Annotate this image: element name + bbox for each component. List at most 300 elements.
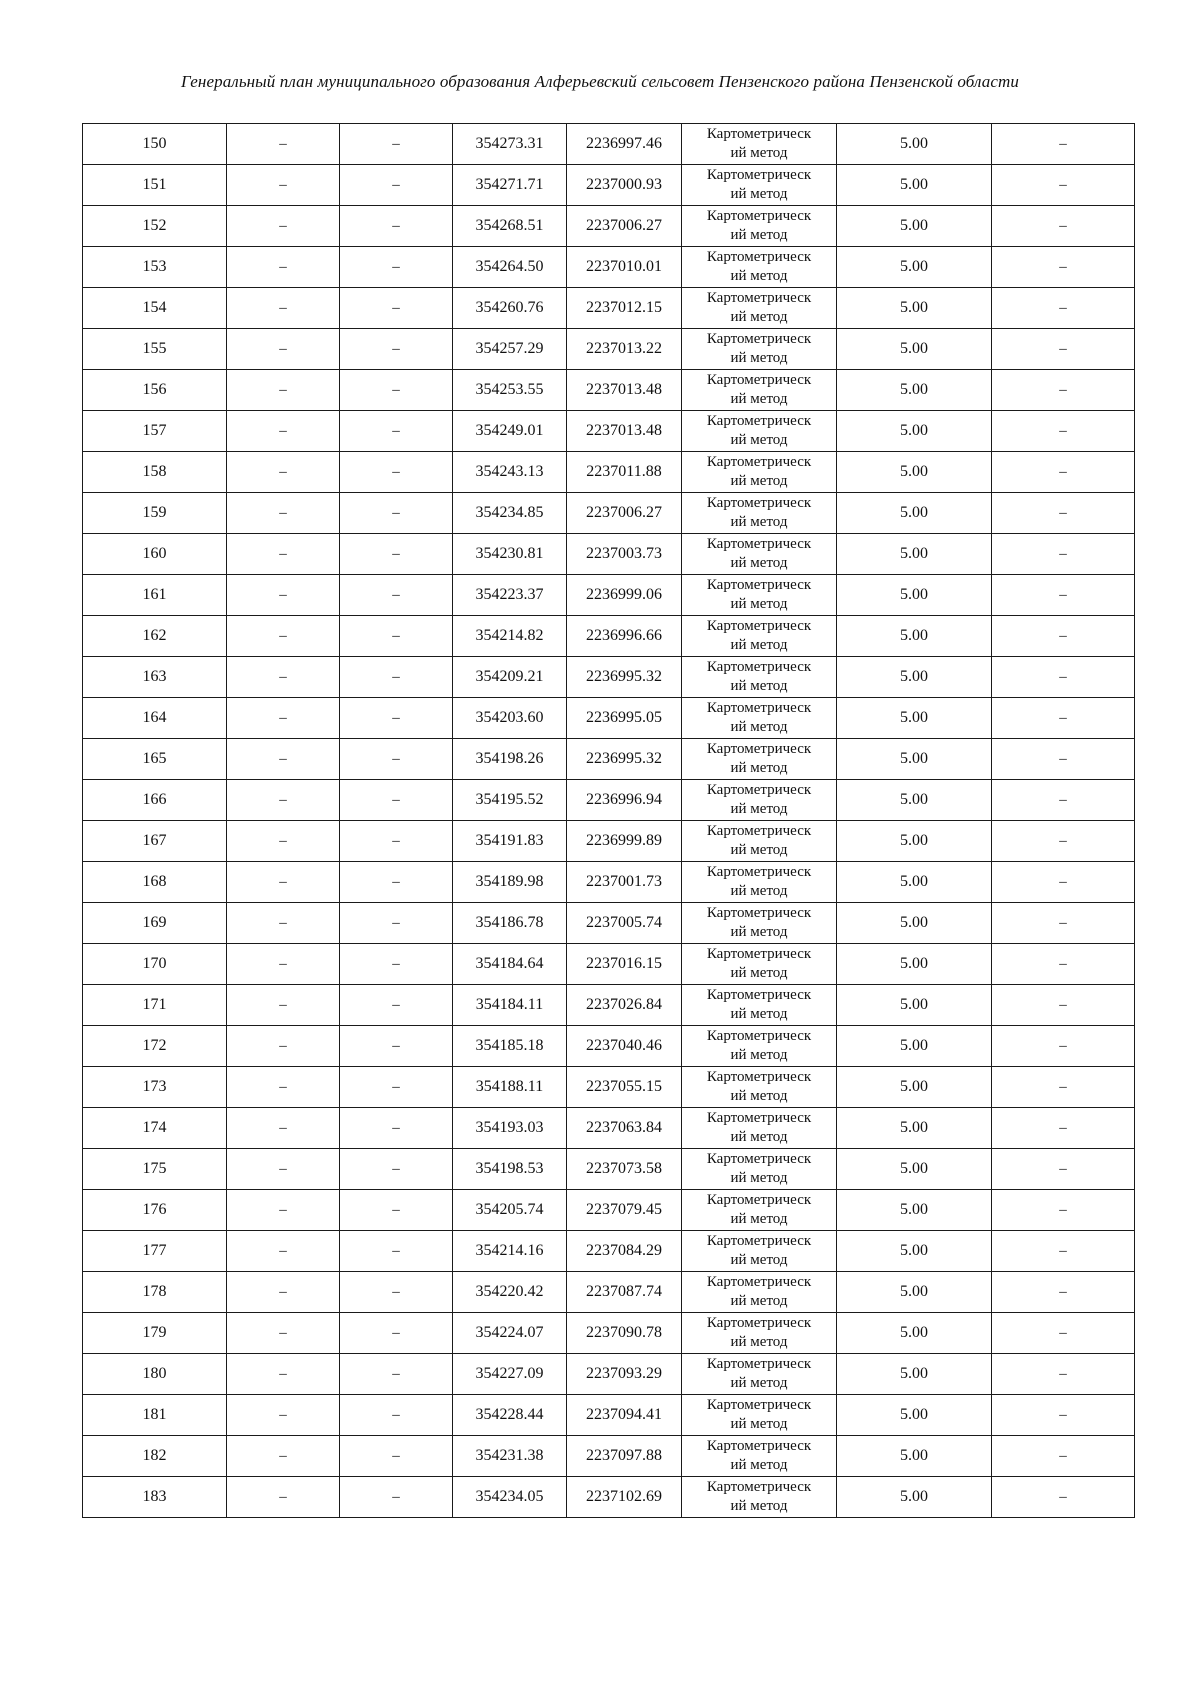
- dash-cell: –: [992, 534, 1135, 575]
- table-row: [83, 370, 1135, 411]
- x-coordinate-cell: 354230.81: [453, 534, 567, 575]
- x-coordinate-cell: 354214.16: [453, 1231, 567, 1272]
- dash-cell: –: [992, 370, 1135, 411]
- dash-cell: –: [227, 862, 340, 903]
- dash-cell: –: [227, 1190, 340, 1231]
- dash-cell: –: [340, 1436, 453, 1477]
- dash-cell: –: [992, 288, 1135, 329]
- point-number-cell: 151: [83, 165, 227, 206]
- accuracy-cell: 5.00: [837, 206, 992, 247]
- x-coordinate-cell: 354184.64: [453, 944, 567, 985]
- dash-cell: –: [340, 247, 453, 288]
- accuracy-cell: 5.00: [837, 493, 992, 534]
- table-row: [83, 944, 1135, 985]
- method-cell: Картометрическ ий метод: [682, 862, 837, 903]
- accuracy-cell: 5.00: [837, 1149, 992, 1190]
- point-number-cell: 156: [83, 370, 227, 411]
- point-number-cell: 162: [83, 616, 227, 657]
- method-cell: Картометрическ ий метод: [682, 1272, 837, 1313]
- x-coordinate-cell: 354271.71: [453, 165, 567, 206]
- dash-cell: –: [227, 411, 340, 452]
- method-cell: Картометрическ ий метод: [682, 1026, 837, 1067]
- x-coordinate-cell: 354260.76: [453, 288, 567, 329]
- dash-cell: –: [227, 1026, 340, 1067]
- method-cell: Картометрическ ий метод: [682, 288, 837, 329]
- y-coordinate-cell: 2237040.46: [567, 1026, 682, 1067]
- dash-cell: –: [227, 1067, 340, 1108]
- table-row: [83, 1190, 1135, 1231]
- x-coordinate-cell: 354234.05: [453, 1477, 567, 1518]
- table-row: [83, 452, 1135, 493]
- dash-cell: –: [992, 862, 1135, 903]
- dash-cell: –: [340, 657, 453, 698]
- x-coordinate-cell: 354224.07: [453, 1313, 567, 1354]
- dash-cell: –: [992, 985, 1135, 1026]
- dash-cell: –: [992, 1313, 1135, 1354]
- accuracy-cell: 5.00: [837, 1436, 992, 1477]
- dash-cell: –: [227, 165, 340, 206]
- y-coordinate-cell: 2237102.69: [567, 1477, 682, 1518]
- dash-cell: –: [340, 944, 453, 985]
- method-cell: Картометрическ ий метод: [682, 944, 837, 985]
- dash-cell: –: [227, 1149, 340, 1190]
- point-number-cell: 181: [83, 1395, 227, 1436]
- accuracy-cell: 5.00: [837, 739, 992, 780]
- dash-cell: –: [340, 1313, 453, 1354]
- y-coordinate-cell: 2237026.84: [567, 985, 682, 1026]
- table-row: [83, 1313, 1135, 1354]
- dash-cell: –: [992, 1026, 1135, 1067]
- table-row: [83, 1395, 1135, 1436]
- dash-cell: –: [340, 903, 453, 944]
- accuracy-cell: 5.00: [837, 821, 992, 862]
- method-cell: Картометрическ ий метод: [682, 657, 837, 698]
- dash-cell: –: [340, 821, 453, 862]
- method-cell: Картометрическ ий метод: [682, 1067, 837, 1108]
- x-coordinate-cell: 354184.11: [453, 985, 567, 1026]
- y-coordinate-cell: 2237011.88: [567, 452, 682, 493]
- accuracy-cell: 5.00: [837, 1313, 992, 1354]
- method-cell: Картометрическ ий метод: [682, 493, 837, 534]
- table-row: [83, 1477, 1135, 1518]
- point-number-cell: 158: [83, 452, 227, 493]
- y-coordinate-cell: 2237055.15: [567, 1067, 682, 1108]
- method-cell: Картометрическ ий метод: [682, 739, 837, 780]
- accuracy-cell: 5.00: [837, 329, 992, 370]
- dash-cell: –: [340, 1354, 453, 1395]
- y-coordinate-cell: 2237063.84: [567, 1108, 682, 1149]
- x-coordinate-cell: 354253.55: [453, 370, 567, 411]
- dash-cell: –: [227, 124, 340, 165]
- accuracy-cell: 5.00: [837, 124, 992, 165]
- table-row: [83, 862, 1135, 903]
- dash-cell: –: [992, 657, 1135, 698]
- x-coordinate-cell: 354257.29: [453, 329, 567, 370]
- accuracy-cell: 5.00: [837, 1477, 992, 1518]
- dash-cell: –: [340, 862, 453, 903]
- accuracy-cell: 5.00: [837, 903, 992, 944]
- method-cell: Картометрическ ий метод: [682, 780, 837, 821]
- dash-cell: –: [992, 1067, 1135, 1108]
- point-number-cell: 153: [83, 247, 227, 288]
- table-row: [83, 288, 1135, 329]
- accuracy-cell: 5.00: [837, 411, 992, 452]
- dash-cell: –: [992, 124, 1135, 165]
- dash-cell: –: [227, 616, 340, 657]
- method-cell: Картометрическ ий метод: [682, 165, 837, 206]
- accuracy-cell: 5.00: [837, 985, 992, 1026]
- dash-cell: –: [992, 206, 1135, 247]
- page-header: Генеральный план муниципального образования Алферьевский сельсовет Пензенского района Пензенской области: [181, 72, 1019, 91]
- point-number-cell: 179: [83, 1313, 227, 1354]
- dash-cell: –: [340, 1477, 453, 1518]
- table-row: [83, 780, 1135, 821]
- point-number-cell: 161: [83, 575, 227, 616]
- y-coordinate-cell: 2237094.41: [567, 1395, 682, 1436]
- dash-cell: –: [227, 1354, 340, 1395]
- dash-cell: –: [340, 698, 453, 739]
- dash-cell: –: [992, 329, 1135, 370]
- accuracy-cell: 5.00: [837, 370, 992, 411]
- accuracy-cell: 5.00: [837, 1231, 992, 1272]
- accuracy-cell: 5.00: [837, 698, 992, 739]
- dash-cell: –: [227, 329, 340, 370]
- y-coordinate-cell: 2236999.06: [567, 575, 682, 616]
- table-row: [83, 1231, 1135, 1272]
- y-coordinate-cell: 2237003.73: [567, 534, 682, 575]
- dash-cell: –: [340, 165, 453, 206]
- dash-cell: –: [340, 124, 453, 165]
- method-cell: Картометрическ ий метод: [682, 903, 837, 944]
- point-number-cell: 164: [83, 698, 227, 739]
- x-coordinate-cell: 354227.09: [453, 1354, 567, 1395]
- dash-cell: –: [340, 534, 453, 575]
- table-row: [83, 903, 1135, 944]
- x-coordinate-cell: 354198.53: [453, 1149, 567, 1190]
- dash-cell: –: [992, 411, 1135, 452]
- accuracy-cell: 5.00: [837, 1272, 992, 1313]
- table-row: [83, 1149, 1135, 1190]
- table-row: [83, 1108, 1135, 1149]
- x-coordinate-cell: 354186.78: [453, 903, 567, 944]
- point-number-cell: 174: [83, 1108, 227, 1149]
- point-number-cell: 176: [83, 1190, 227, 1231]
- point-number-cell: 177: [83, 1231, 227, 1272]
- dash-cell: –: [227, 1313, 340, 1354]
- point-number-cell: 182: [83, 1436, 227, 1477]
- point-number-cell: 157: [83, 411, 227, 452]
- dash-cell: –: [992, 165, 1135, 206]
- x-coordinate-cell: 354231.38: [453, 1436, 567, 1477]
- accuracy-cell: 5.00: [837, 862, 992, 903]
- dash-cell: –: [992, 1149, 1135, 1190]
- point-number-cell: 173: [83, 1067, 227, 1108]
- dash-cell: –: [340, 411, 453, 452]
- y-coordinate-cell: 2237013.48: [567, 411, 682, 452]
- accuracy-cell: 5.00: [837, 657, 992, 698]
- method-cell: Картометрическ ий метод: [682, 534, 837, 575]
- dash-cell: –: [992, 1231, 1135, 1272]
- method-cell: Картометрическ ий метод: [682, 985, 837, 1026]
- y-coordinate-cell: 2237084.29: [567, 1231, 682, 1272]
- y-coordinate-cell: 2237006.27: [567, 206, 682, 247]
- accuracy-cell: 5.00: [837, 944, 992, 985]
- dash-cell: –: [340, 206, 453, 247]
- method-cell: Картометрическ ий метод: [682, 206, 837, 247]
- dash-cell: –: [340, 1231, 453, 1272]
- table-row: [83, 698, 1135, 739]
- point-number-cell: 171: [83, 985, 227, 1026]
- method-cell: Картометрическ ий метод: [682, 1477, 837, 1518]
- dash-cell: –: [227, 985, 340, 1026]
- table-row: [83, 821, 1135, 862]
- y-coordinate-cell: 2237005.74: [567, 903, 682, 944]
- method-cell: Картометрическ ий метод: [682, 1231, 837, 1272]
- x-coordinate-cell: 354189.98: [453, 862, 567, 903]
- table-row: [83, 1272, 1135, 1313]
- accuracy-cell: 5.00: [837, 247, 992, 288]
- dash-cell: –: [992, 698, 1135, 739]
- dash-cell: –: [340, 780, 453, 821]
- table-row: [83, 657, 1135, 698]
- dash-cell: –: [992, 739, 1135, 780]
- accuracy-cell: 5.00: [837, 534, 992, 575]
- dash-cell: –: [227, 739, 340, 780]
- dash-cell: –: [340, 1026, 453, 1067]
- dash-cell: –: [227, 780, 340, 821]
- table-row: [83, 534, 1135, 575]
- x-coordinate-cell: 354223.37: [453, 575, 567, 616]
- point-number-cell: 169: [83, 903, 227, 944]
- dash-cell: –: [340, 1272, 453, 1313]
- table-row: [83, 616, 1135, 657]
- point-number-cell: 166: [83, 780, 227, 821]
- point-number-cell: 163: [83, 657, 227, 698]
- method-cell: Картометрическ ий метод: [682, 1149, 837, 1190]
- y-coordinate-cell: 2236996.94: [567, 780, 682, 821]
- dash-cell: –: [992, 1190, 1135, 1231]
- dash-cell: –: [227, 1436, 340, 1477]
- y-coordinate-cell: 2237010.01: [567, 247, 682, 288]
- y-coordinate-cell: 2236995.32: [567, 657, 682, 698]
- dash-cell: –: [992, 821, 1135, 862]
- accuracy-cell: 5.00: [837, 1395, 992, 1436]
- dash-cell: –: [227, 944, 340, 985]
- dash-cell: –: [340, 1108, 453, 1149]
- dash-cell: –: [992, 452, 1135, 493]
- table-row: [83, 1354, 1135, 1395]
- table-row: [83, 493, 1135, 534]
- x-coordinate-cell: 354214.82: [453, 616, 567, 657]
- accuracy-cell: 5.00: [837, 780, 992, 821]
- table-row: [83, 411, 1135, 452]
- dash-cell: –: [227, 1272, 340, 1313]
- x-coordinate-cell: 354188.11: [453, 1067, 567, 1108]
- table-row: [83, 1026, 1135, 1067]
- x-coordinate-cell: 354273.31: [453, 124, 567, 165]
- dash-cell: –: [227, 821, 340, 862]
- x-coordinate-cell: 354268.51: [453, 206, 567, 247]
- dash-cell: –: [340, 452, 453, 493]
- table-row: [83, 124, 1135, 165]
- dash-cell: –: [227, 370, 340, 411]
- dash-cell: –: [992, 493, 1135, 534]
- dash-cell: –: [227, 1477, 340, 1518]
- x-coordinate-cell: 354228.44: [453, 1395, 567, 1436]
- method-cell: Картометрическ ий метод: [682, 247, 837, 288]
- y-coordinate-cell: 2237097.88: [567, 1436, 682, 1477]
- x-coordinate-cell: 354249.01: [453, 411, 567, 452]
- dash-cell: –: [227, 247, 340, 288]
- dash-cell: –: [340, 739, 453, 780]
- dash-cell: –: [992, 944, 1135, 985]
- dash-cell: –: [227, 1231, 340, 1272]
- dash-cell: –: [340, 1149, 453, 1190]
- dash-cell: –: [992, 1108, 1135, 1149]
- y-coordinate-cell: 2237016.15: [567, 944, 682, 985]
- y-coordinate-cell: 2237090.78: [567, 1313, 682, 1354]
- table-row: [83, 575, 1135, 616]
- method-cell: Картометрическ ий метод: [682, 411, 837, 452]
- dash-cell: –: [227, 575, 340, 616]
- table-row: [83, 985, 1135, 1026]
- y-coordinate-cell: 2237093.29: [567, 1354, 682, 1395]
- dash-cell: –: [992, 247, 1135, 288]
- dash-cell: –: [992, 1395, 1135, 1436]
- point-number-cell: 159: [83, 493, 227, 534]
- y-coordinate-cell: 2237013.22: [567, 329, 682, 370]
- accuracy-cell: 5.00: [837, 288, 992, 329]
- table-body: [83, 124, 1135, 1518]
- x-coordinate-cell: 354243.13: [453, 452, 567, 493]
- y-coordinate-cell: 2236997.46: [567, 124, 682, 165]
- y-coordinate-cell: 2237012.15: [567, 288, 682, 329]
- accuracy-cell: 5.00: [837, 1026, 992, 1067]
- y-coordinate-cell: 2237013.48: [567, 370, 682, 411]
- point-number-cell: 175: [83, 1149, 227, 1190]
- dash-cell: –: [992, 1272, 1135, 1313]
- accuracy-cell: 5.00: [837, 1354, 992, 1395]
- table-row: [83, 329, 1135, 370]
- x-coordinate-cell: 354185.18: [453, 1026, 567, 1067]
- y-coordinate-cell: 2237087.74: [567, 1272, 682, 1313]
- point-number-cell: 150: [83, 124, 227, 165]
- y-coordinate-cell: 2237073.58: [567, 1149, 682, 1190]
- method-cell: Картометрическ ий метод: [682, 1190, 837, 1231]
- method-cell: Картометрическ ий метод: [682, 1108, 837, 1149]
- dash-cell: –: [340, 1395, 453, 1436]
- x-coordinate-cell: 354234.85: [453, 493, 567, 534]
- y-coordinate-cell: 2236996.66: [567, 616, 682, 657]
- point-number-cell: 170: [83, 944, 227, 985]
- dash-cell: –: [340, 575, 453, 616]
- x-coordinate-cell: 354220.42: [453, 1272, 567, 1313]
- y-coordinate-cell: 2236999.89: [567, 821, 682, 862]
- method-cell: Картометрическ ий метод: [682, 370, 837, 411]
- point-number-cell: 183: [83, 1477, 227, 1518]
- method-cell: Картометрическ ий метод: [682, 1436, 837, 1477]
- dash-cell: –: [227, 1395, 340, 1436]
- y-coordinate-cell: 2236995.32: [567, 739, 682, 780]
- dash-cell: –: [340, 329, 453, 370]
- dash-cell: –: [227, 1108, 340, 1149]
- method-cell: Картометрическ ий метод: [682, 575, 837, 616]
- accuracy-cell: 5.00: [837, 616, 992, 657]
- dash-cell: –: [227, 206, 340, 247]
- dash-cell: –: [992, 575, 1135, 616]
- coordinates-table: [82, 123, 1135, 1518]
- x-coordinate-cell: 354264.50: [453, 247, 567, 288]
- point-number-cell: 165: [83, 739, 227, 780]
- dash-cell: –: [227, 452, 340, 493]
- y-coordinate-cell: 2237006.27: [567, 493, 682, 534]
- dash-cell: –: [227, 698, 340, 739]
- point-number-cell: 167: [83, 821, 227, 862]
- point-number-cell: 178: [83, 1272, 227, 1313]
- dash-cell: –: [340, 493, 453, 534]
- dash-cell: –: [227, 903, 340, 944]
- table-row: [83, 247, 1135, 288]
- x-coordinate-cell: 354198.26: [453, 739, 567, 780]
- dash-cell: –: [227, 288, 340, 329]
- table-row: [83, 739, 1135, 780]
- dash-cell: –: [227, 534, 340, 575]
- dash-cell: –: [340, 288, 453, 329]
- dash-cell: –: [340, 1190, 453, 1231]
- dash-cell: –: [340, 370, 453, 411]
- method-cell: Картометрическ ий метод: [682, 329, 837, 370]
- y-coordinate-cell: 2237000.93: [567, 165, 682, 206]
- point-number-cell: 155: [83, 329, 227, 370]
- method-cell: Картометрическ ий метод: [682, 698, 837, 739]
- dash-cell: –: [992, 1436, 1135, 1477]
- method-cell: Картометрическ ий метод: [682, 1313, 837, 1354]
- x-coordinate-cell: 354193.03: [453, 1108, 567, 1149]
- point-number-cell: 152: [83, 206, 227, 247]
- point-number-cell: 180: [83, 1354, 227, 1395]
- method-cell: Картометрическ ий метод: [682, 452, 837, 493]
- dash-cell: –: [227, 657, 340, 698]
- accuracy-cell: 5.00: [837, 1190, 992, 1231]
- dash-cell: –: [992, 1477, 1135, 1518]
- method-cell: Картометрическ ий метод: [682, 1354, 837, 1395]
- method-cell: Картометрическ ий метод: [682, 124, 837, 165]
- point-number-cell: 160: [83, 534, 227, 575]
- x-coordinate-cell: 354205.74: [453, 1190, 567, 1231]
- dash-cell: –: [340, 1067, 453, 1108]
- method-cell: Картометрическ ий метод: [682, 616, 837, 657]
- table-row: [83, 206, 1135, 247]
- dash-cell: –: [992, 903, 1135, 944]
- accuracy-cell: 5.00: [837, 575, 992, 616]
- x-coordinate-cell: 354191.83: [453, 821, 567, 862]
- x-coordinate-cell: 354195.52: [453, 780, 567, 821]
- dash-cell: –: [340, 616, 453, 657]
- table-row: [83, 1436, 1135, 1477]
- method-cell: Картометрическ ий метод: [682, 1395, 837, 1436]
- dash-cell: –: [992, 616, 1135, 657]
- x-coordinate-cell: 354209.21: [453, 657, 567, 698]
- dash-cell: –: [992, 780, 1135, 821]
- point-number-cell: 168: [83, 862, 227, 903]
- method-cell: Картометрическ ий метод: [682, 821, 837, 862]
- accuracy-cell: 5.00: [837, 1108, 992, 1149]
- y-coordinate-cell: 2236995.05: [567, 698, 682, 739]
- dash-cell: –: [992, 1354, 1135, 1395]
- y-coordinate-cell: 2237001.73: [567, 862, 682, 903]
- point-number-cell: 172: [83, 1026, 227, 1067]
- point-number-cell: 154: [83, 288, 227, 329]
